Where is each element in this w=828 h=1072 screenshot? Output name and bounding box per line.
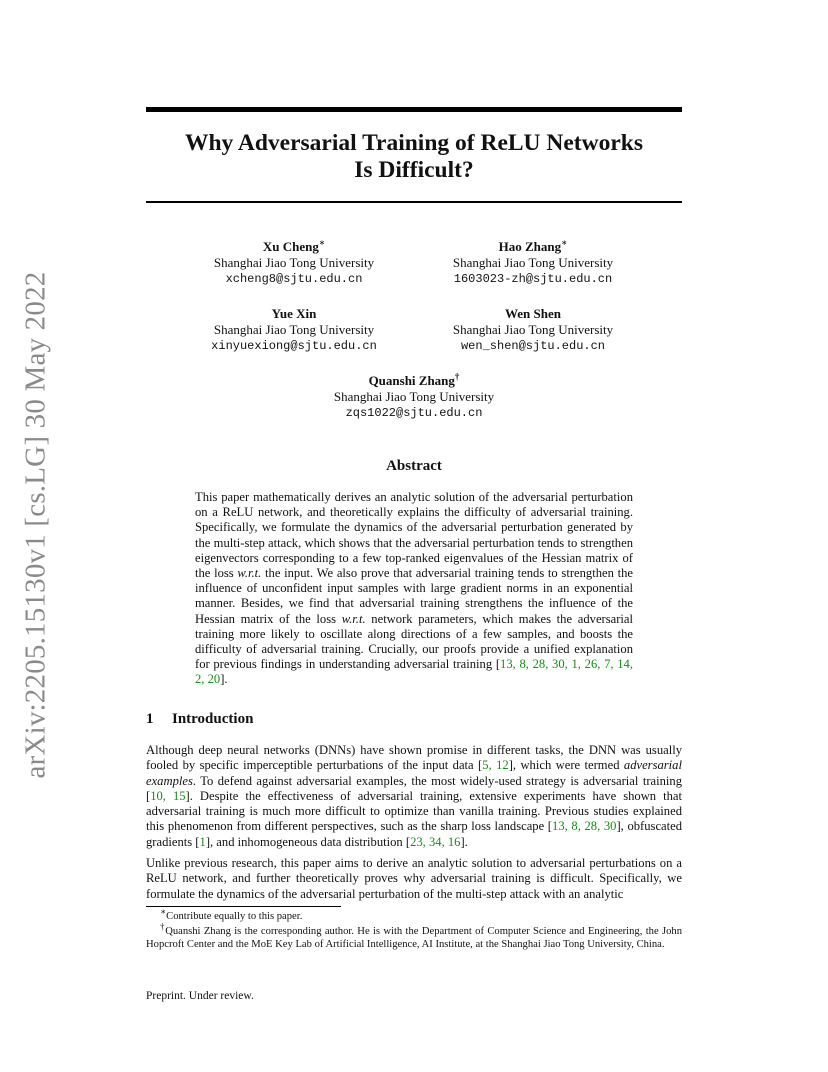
abstract-text: ].: [220, 672, 228, 687]
citation-link[interactable]: 13, 8, 28, 30: [552, 819, 617, 834]
term-emphasis: adversarial examples: [146, 758, 682, 788]
paragraph-text: . To defend against adversarial examples, the most widely-used strategy is adversarial training [: [146, 773, 682, 803]
author-name: Wen Shen: [505, 306, 561, 321]
abstract-text: This paper mathematically derives an analytic solution of the adversarial perturbation on a ReLU network, and theoretically explains the difficulty of adversarial training. Specifically, we formulate the dynamics of the adversarial perturbation generated by the multi-step attack, which shows that the adversarial perturbation tends to strengthen eigenvectors corresponding to a few top-ranked eigenvalues of the Hessian matrix of the loss: [195, 490, 633, 581]
author-mark: ∗: [561, 237, 568, 248]
footnote-text: Contribute equally to this paper.: [166, 911, 303, 922]
abstract-text: network parameters, which makes the adversarial training more likely to oscillate along directions of a few samples, and boosts the difficulty of adversarial training. Crucially, our proofs provide a unified explanation for previous findings in understanding adversarial training [: [195, 611, 633, 672]
author-block: [164, 239, 424, 287]
title-bottom-rule: [146, 201, 682, 203]
intro-paragraph-1: [146, 743, 682, 850]
author-mark: ∗: [318, 237, 326, 248]
intro-paragraph-2: Unlike previous research, this paper aims to derive an analytic solution to adversarial perturbations on a ReLU network, and further theoretically proves why adversarial training is difficult. Specifically, we formulate the dynamics of the adversarial perturbation of the multi-step attack with an analytic: [146, 856, 682, 901]
author-name: Quanshi Zhang: [368, 373, 455, 388]
abstract-heading: Abstract: [386, 458, 442, 474]
author-block: [403, 239, 663, 287]
paragraph-text: Although deep neural networks (DNNs) have shown promise in different tasks, the DNN was usually fooled by specific imperceptible perturbations of the input data [: [146, 743, 682, 773]
abstract-text: the input. We also prove that adversarial training tends to strengthen the influence of unconfident input samples with large gradient norms in an exponential manner. Besides, we find that adversarial training strengthens the influence of the Hessian matrix of the loss: [195, 566, 633, 626]
author-affiliation: Shanghai Jiao Tong University: [452, 255, 614, 270]
author-email[interactable]: xinyuexiong@sjtu.edu.cn: [211, 339, 377, 353]
author-block: [403, 306, 663, 354]
author-mark: †: [454, 371, 460, 382]
footnote-text: Quanshi Zhang is the corresponding author. He is with the Department of Computer Science and Engineering, the John Hopcroft Center and the MoE Key Lab of Artificial Intelligence, AI Institute, at the Shanghai Jiao Tong University, China.: [146, 926, 682, 950]
author-email[interactable]: xcheng8@sjtu.edu.cn: [225, 272, 363, 286]
citation-link[interactable]: 10, 15: [150, 788, 186, 803]
footnote-rule: [146, 906, 341, 907]
section-number: 1: [146, 711, 154, 727]
author-block: [284, 373, 544, 421]
paragraph-text: ], obfuscated gradients [: [146, 819, 683, 849]
title-line-1: Why Adversarial Training of ReLU Networks: [184, 130, 644, 156]
author-affiliation: Shanghai Jiao Tong University: [213, 255, 375, 270]
author-email[interactable]: 1603023-zh@sjtu.edu.cn: [453, 272, 613, 286]
preprint-notice: Preprint. Under review.: [146, 990, 254, 1002]
abstract-wrt: w.r.t.: [237, 566, 262, 581]
citation-link[interactable]: 1: [199, 834, 206, 849]
author-email[interactable]: zqs1022@sjtu.edu.cn: [345, 406, 483, 420]
citation-link[interactable]: 5, 12: [482, 758, 509, 773]
footnote-mark: ∗: [160, 906, 167, 917]
title-top-rule: [146, 107, 682, 112]
author-block: [164, 306, 424, 354]
author-affiliation: Shanghai Jiao Tong University: [452, 322, 614, 337]
abstract-wrt: w.r.t.: [341, 611, 366, 626]
citation-link[interactable]: 13, 8, 28, 30, 1, 26, 7, 14, 2, 20: [195, 657, 633, 687]
section-heading-introduction: [146, 711, 253, 728]
paragraph-text: ].: [460, 834, 468, 849]
footnote-mark: †: [160, 921, 166, 932]
author-email[interactable]: wen_shen@sjtu.edu.cn: [460, 339, 606, 353]
author-affiliation: Shanghai Jiao Tong University: [333, 389, 495, 404]
title-line-2: Is Difficult?: [354, 157, 474, 183]
author-name: Yue Xin: [271, 306, 317, 321]
arxiv-sidebar: [14, 271, 58, 779]
paragraph-text: ], which were termed: [508, 758, 624, 773]
paragraph-text: ]. Despite the effectiveness of adversarial training, extensive experiments have shown that adversarial training is much more difficult to optimize than vanilla training. Previous studies explained this phenomenon from different perspectives, such as the sharp loss landscape [: [146, 788, 682, 834]
author-name: Xu Cheng: [262, 239, 319, 254]
citation-link[interactable]: 23, 34, 16: [410, 834, 461, 849]
arxiv-identifier: arXiv:2205.15130v1 [cs.LG] 30 May 2022: [19, 271, 52, 779]
paper-title: [146, 130, 682, 184]
author-affiliation: Shanghai Jiao Tong University: [213, 322, 375, 337]
section-title: Introduction: [172, 711, 254, 727]
abstract-body: [195, 490, 633, 688]
footnote-2: [146, 921, 682, 951]
footnote-1: [146, 906, 682, 923]
author-name: Hao Zhang: [498, 239, 562, 254]
paragraph-text: ], and inhomogeneous data distribution [: [205, 834, 411, 849]
